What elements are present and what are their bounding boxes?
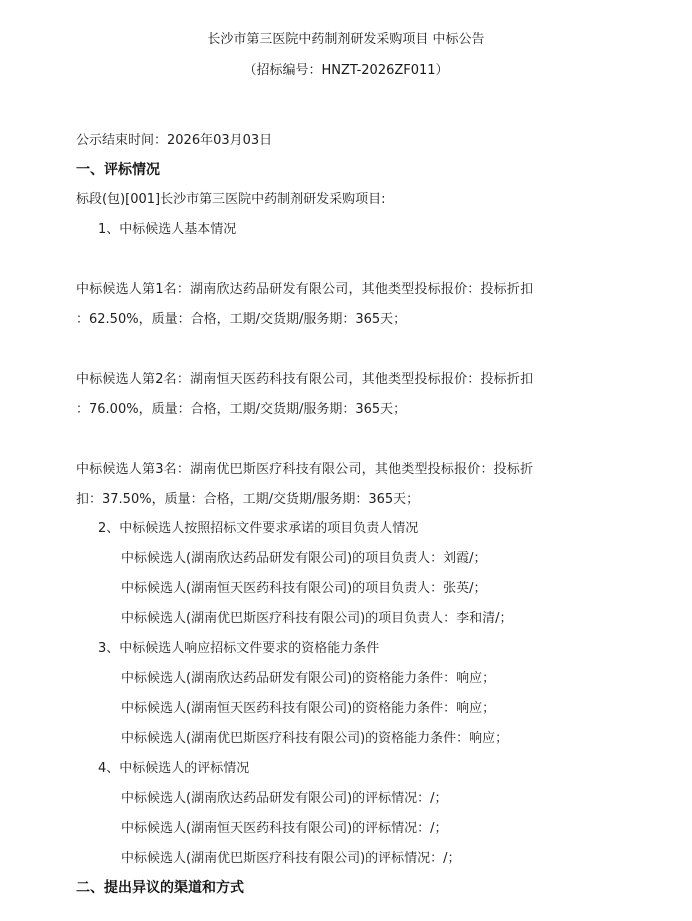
qualification-item: 中标候选人(湖南欣达药品研发有限公司)的资格能力条件：响应； [121,671,496,686]
bid-number: （招标编号：HNZT-2026ZF011） [243,63,449,78]
evaluation-status-item: 中标候选人(湖南欣达药品研发有限公司)的评标情况：/； [121,791,448,806]
subsection-heading-evaluation-status: 4、中标候选人的评标情况 [98,761,250,776]
candidate-3-line-2: 扣：37.50%，质量：合格，工期/交货期/服务期：365天； [76,492,420,507]
publicity-end-time: 公示结束时间：2026年03月03日 [76,133,273,148]
candidate-2-line-1: 中标候选人第2名：湖南恒天医药科技有限公司，其他类型投标报价：投标折扣 [76,372,534,387]
section-heading-objection-channel: 二、提出异议的渠道和方式 [76,880,244,896]
candidate-1-line-1: 中标候选人第1名：湖南欣达药品研发有限公司，其他类型投标报价：投标折扣 [76,282,534,297]
page-title: 长沙市第三医院中药制剂研发采购项目 中标公告 [207,32,485,47]
qualification-item: 中标候选人(湖南优巴斯医疗科技有限公司)的资格能力条件：响应； [121,731,509,746]
candidate-1-line-2: ：62.50%，质量：合格，工期/交货期/服务期：365天； [76,312,407,327]
section-heading-evaluation: 一、评标情况 [76,162,160,178]
evaluation-status-item: 中标候选人(湖南恒天医药科技有限公司)的评标情况：/； [121,821,448,836]
project-manager-item: 中标候选人(湖南欣达药品研发有限公司)的项目负责人：刘霞/； [121,551,487,566]
project-manager-item: 中标候选人(湖南恒天医药科技有限公司)的项目负责人：张英/； [121,581,487,596]
project-manager-item: 中标候选人(湖南优巴斯医疗科技有限公司)的项目负责人：李和清/； [121,611,513,626]
subsection-heading-basic-info: 1、中标候选人基本情况 [98,222,237,237]
candidate-2-line-2: ：76.00%，质量：合格，工期/交货期/服务期：365天； [76,402,407,417]
subsection-heading-qualification: 3、中标候选人响应招标文件要求的资格能力条件 [98,641,380,656]
candidate-3-line-1: 中标候选人第3名：湖南优巴斯医疗科技有限公司，其他类型投标报价：投标折 [76,462,534,477]
subsection-heading-project-manager: 2、中标候选人按照招标文件要求承诺的项目负责人情况 [98,521,419,536]
lot-title: 标段(包)[001]长沙市第三医院中药制剂研发采购项目: [76,192,386,207]
evaluation-status-item: 中标候选人(湖南优巴斯医疗科技有限公司)的评标情况：/； [121,851,461,866]
qualification-item: 中标候选人(湖南恒天医药科技有限公司)的资格能力条件：响应； [121,701,496,716]
